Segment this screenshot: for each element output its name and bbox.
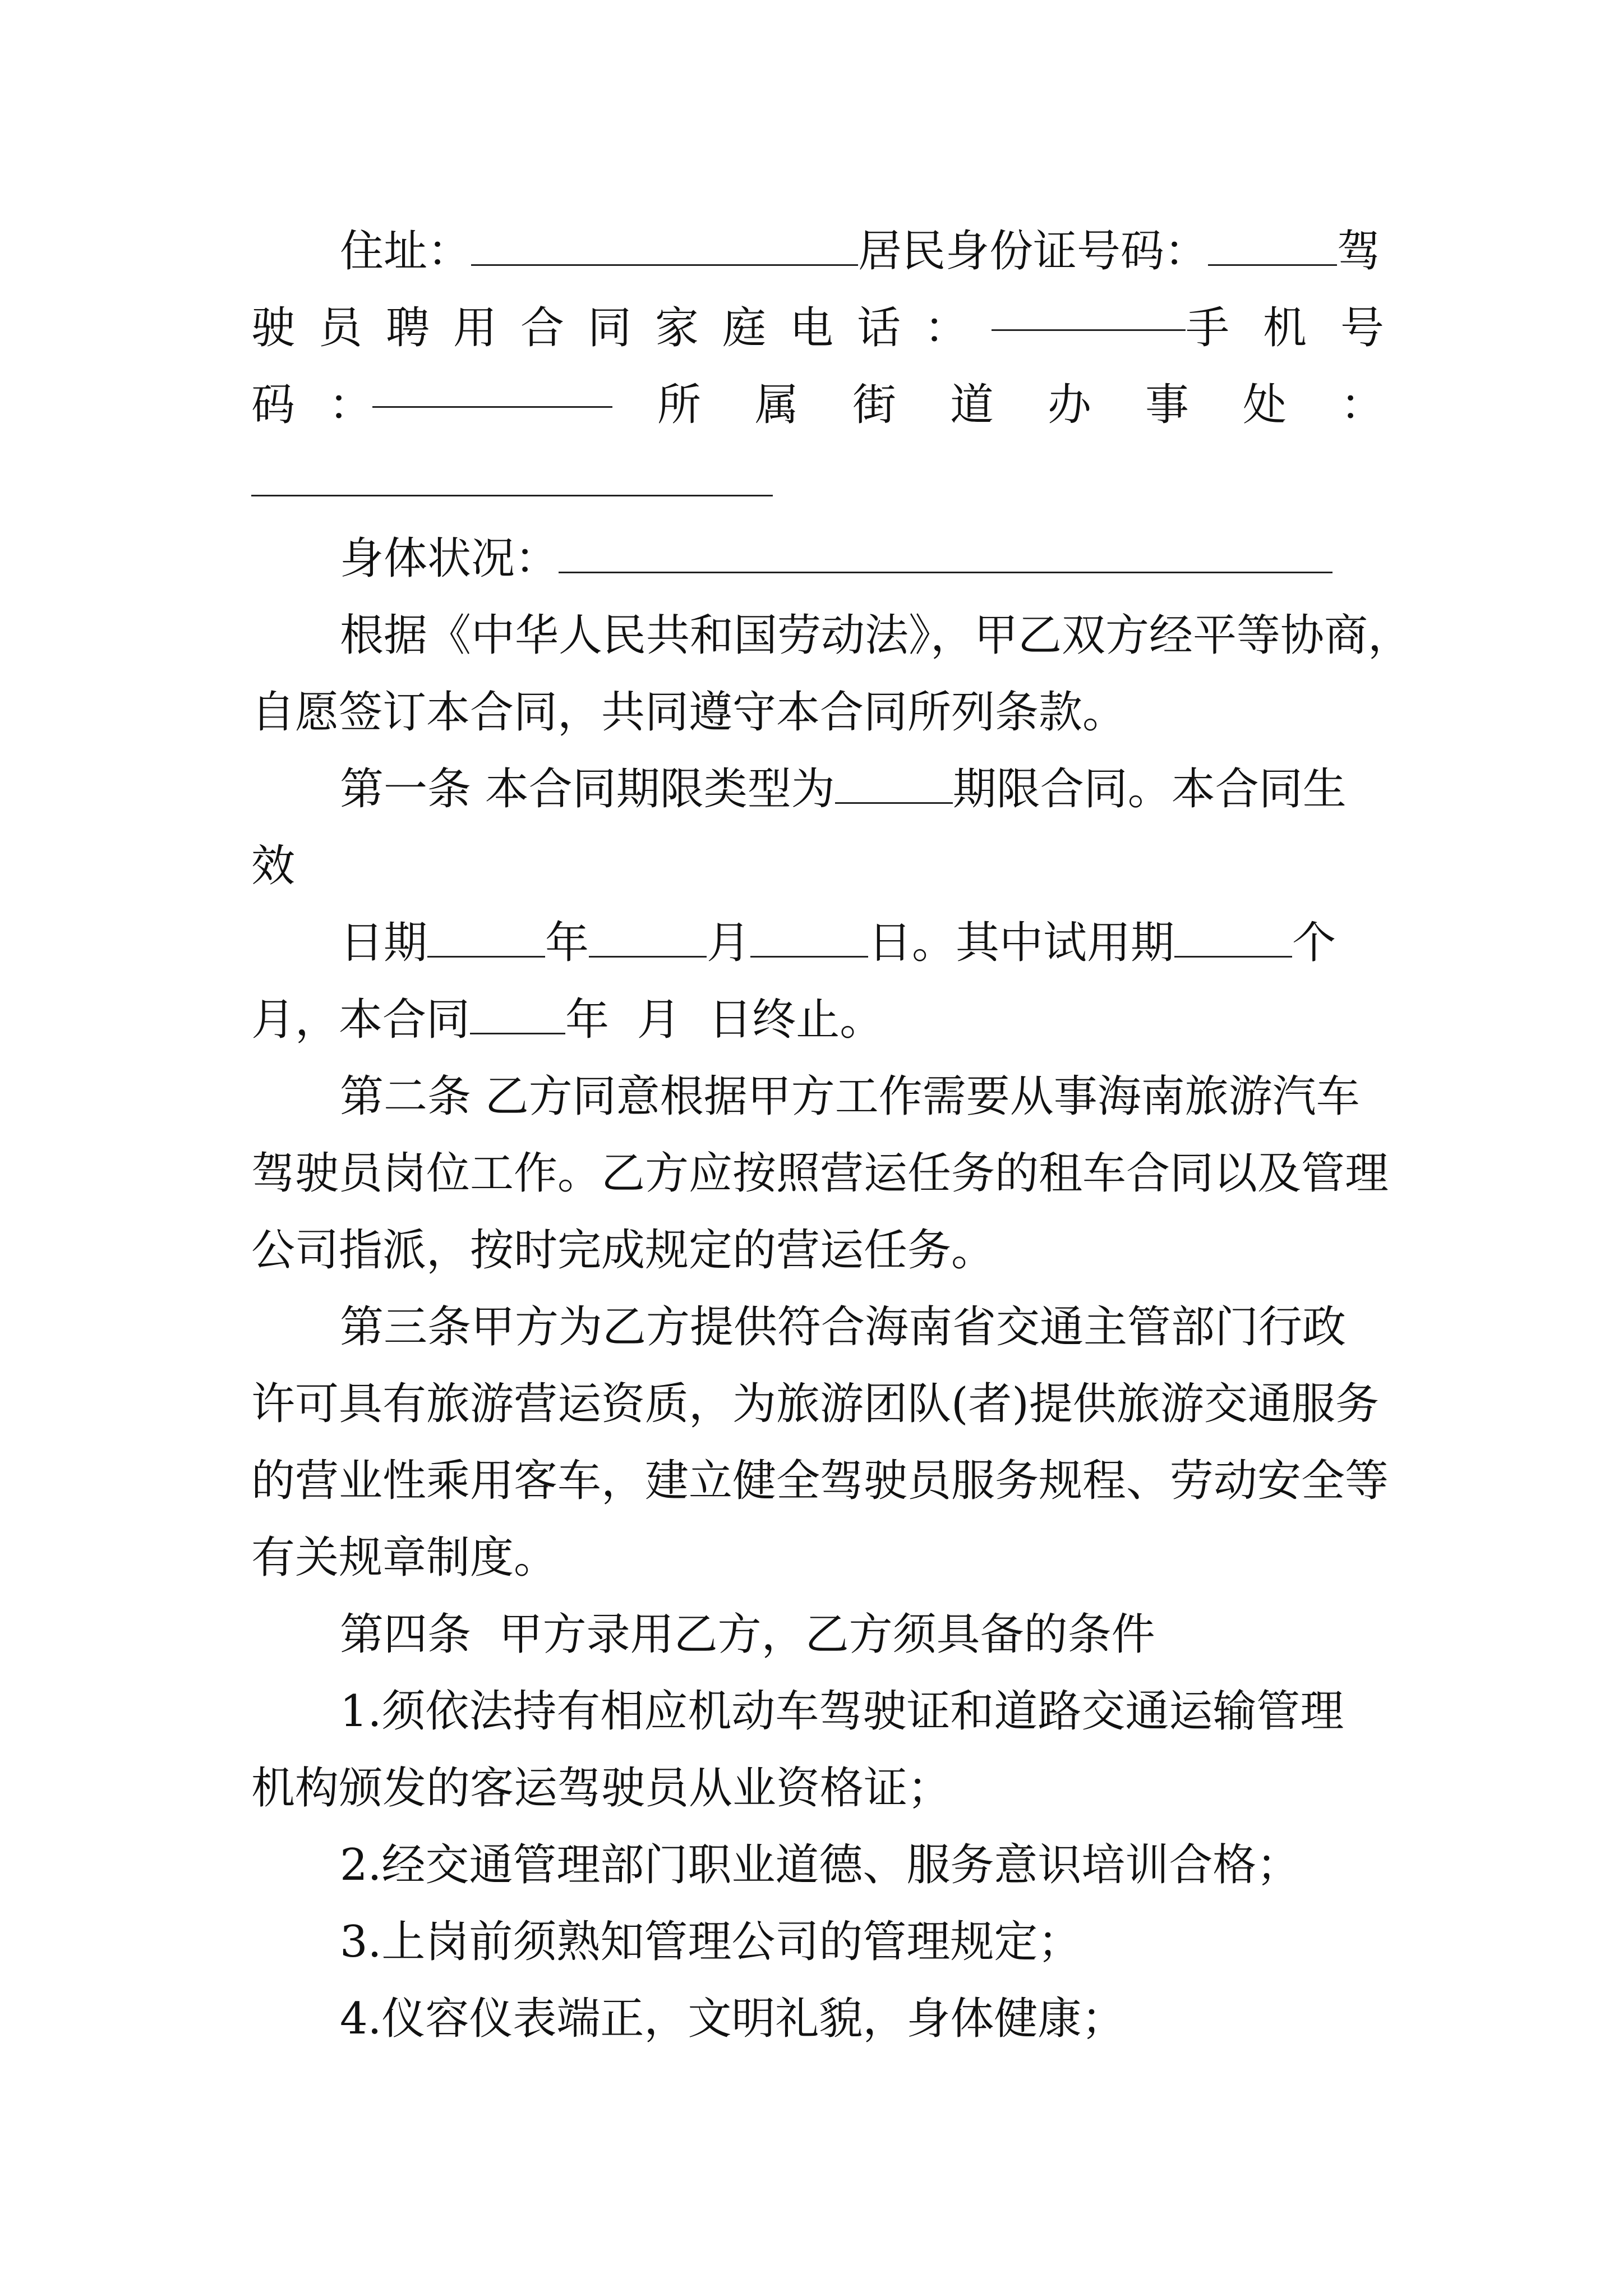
home-phone-blank — [992, 290, 1186, 331]
article1-line-4 — [251, 982, 1384, 1059]
subdistrict-blank — [251, 455, 773, 496]
probation-label: 日。其中试用期 — [868, 918, 1175, 968]
intro-line-1: 根据《中华人民共和国劳动法》，甲乙双方经平等协商， — [340, 610, 1412, 661]
start-year-blank — [427, 917, 545, 958]
probation-blank — [1174, 917, 1292, 958]
date-label: 日期 — [340, 918, 428, 968]
article1-term-label: 第一条 本合同期限类型为 — [340, 764, 835, 815]
health-label: 身体状况： — [340, 533, 559, 584]
months-unit: 个 — [1292, 918, 1336, 968]
subdistrict-label: 所属街道办事处： — [657, 380, 1438, 430]
article2-line-3: 公司指派，按时完成规定的营运任务。 — [251, 1225, 995, 1276]
phone-line — [251, 290, 1418, 367]
address-label: 住址： — [340, 226, 472, 277]
term-type-blank — [835, 763, 953, 804]
article3-line-4: 有关规章制度。 — [251, 1533, 558, 1583]
end-year-blank — [470, 993, 565, 1034]
article2-line-2: 驾驶员岗位工作。乙方应按照营运任务的租车合同以及管理 — [251, 1148, 1389, 1199]
end-label: 月，本合同 — [251, 995, 471, 1045]
contract-page — [251, 213, 1438, 2058]
article3-line-1: 第三条甲方为乙方提供符合海南省交通主管部门行政 — [340, 1302, 1347, 1352]
job-prefix: 驾 — [1337, 226, 1381, 277]
article4-title: 第四条 甲方录用乙方，乙方须具备的条件 — [340, 1609, 1155, 1660]
start-day-blank — [750, 917, 868, 958]
health-line — [251, 521, 1384, 597]
mobile-label: 手机号 — [1185, 303, 1418, 353]
health-blank — [559, 532, 1332, 573]
article4-item3: 3.上岗前须熟知管理公司的管理规定； — [340, 1917, 1082, 1967]
article1-effective-label: 期限合同。本合同生 — [952, 764, 1347, 815]
id-number-label: 居民身份证号码： — [858, 226, 1209, 277]
article3-line-2: 许可具有旅游营运资质，为旅游团队(者)提供旅游交通服务 — [251, 1379, 1379, 1429]
year-label: 年 — [545, 918, 589, 968]
article4-item1-line2: 机构颁发的客运驾驶员从业资格证； — [251, 1763, 952, 1814]
article1-line-3 — [251, 905, 1384, 982]
subdistrict-blank-line — [251, 444, 1384, 521]
article3-line-3: 的营业性乘用客车，建立健全驾驶员服务规程、劳动安全等 — [251, 1456, 1389, 1506]
start-month-blank — [589, 917, 707, 958]
article1-line-2: 效 — [251, 841, 296, 891]
article2-line-1: 第二条 乙方同意根据甲方工作需要从事海南旅游汽车 — [340, 1071, 1360, 1122]
end-date-text: 年 月 日终止。 — [565, 995, 884, 1045]
mobile-line — [251, 367, 1438, 444]
intro-line-2: 自愿签订本合同，共同遵守本合同所列条款。 — [251, 687, 1127, 738]
article4-item4: 4.仪容仪表端正，文明礼貌，身体健康； — [340, 1994, 1126, 2044]
article4-item1-line1: 1.须依法持有相应机动车驾驶证和道路交通运输管理 — [340, 1686, 1344, 1737]
mobile-prefix-text: 码： — [251, 380, 407, 430]
address-blank — [471, 225, 858, 266]
home-phone-label: 驶员聘用合同家庭电话： — [251, 303, 992, 353]
article1-line-1 — [251, 751, 1384, 828]
id-number-blank — [1208, 225, 1337, 266]
article4-item2: 2.经交通管理部门职业道德、服务意识培训合格； — [340, 1840, 1301, 1890]
month-label: 月 — [707, 918, 751, 968]
mobile-blank — [372, 367, 612, 408]
address-line — [251, 213, 1384, 290]
